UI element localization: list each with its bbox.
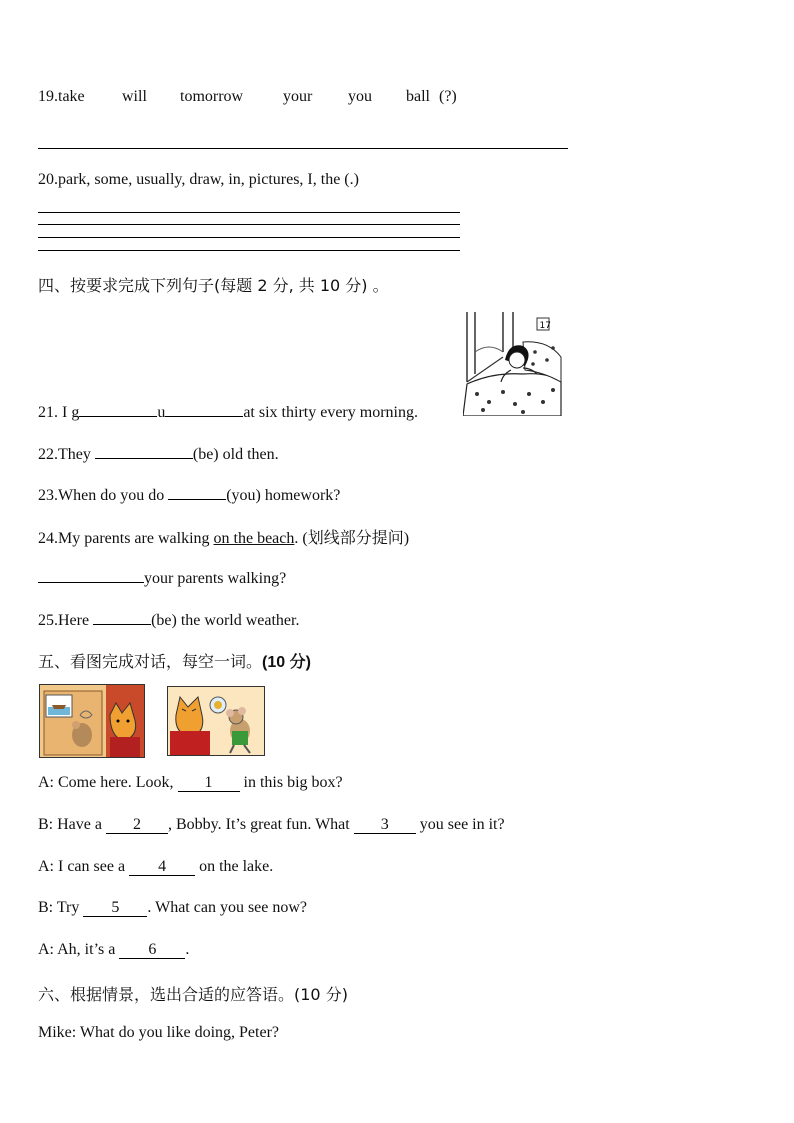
q19-word: your — [283, 88, 313, 105]
dialog-text: in this big box? — [239, 774, 343, 791]
answer-blank[interactable] — [354, 817, 416, 834]
dialog-text: B: Have a — [38, 816, 106, 833]
blank-number: 4 — [158, 858, 167, 875]
q25-line — [38, 608, 299, 630]
q19-number: 19. — [38, 88, 58, 105]
blank-number: 3 — [380, 816, 389, 833]
dialog-text: you see in it? — [415, 816, 505, 833]
mike-question: Mike: What do you like doing, Peter? — [38, 1024, 279, 1041]
q24-suffix: . (划线部分提问) — [294, 530, 410, 547]
blank-number: 2 — [132, 816, 141, 833]
q19-word: you — [348, 88, 372, 105]
q21-line — [38, 400, 418, 422]
q23-suffix: (you) homework? — [226, 487, 341, 504]
answer-blank[interactable] — [168, 483, 226, 500]
q19-line — [38, 88, 457, 106]
answer-line[interactable] — [38, 224, 460, 225]
dialog-line-1 — [38, 774, 343, 792]
svg-text:17: 17 — [539, 321, 551, 331]
q25-suffix: (be) the world weather. — [151, 612, 300, 629]
section5-score: (10 分) — [262, 654, 311, 671]
answer-blank[interactable] — [106, 817, 168, 834]
q19-punct: (?) — [439, 88, 457, 105]
answer-blank[interactable] — [93, 608, 151, 625]
dialog-text: , Bobby. It’s great fun. What — [167, 816, 354, 833]
q21-prefix: 21. I g — [38, 404, 80, 421]
q24-prefix: 24.My parents are walking — [38, 530, 214, 547]
answer-line[interactable] — [38, 148, 568, 149]
q24-underlined: on the beach — [213, 530, 295, 547]
q19-word: will — [122, 88, 147, 105]
blank-number: 6 — [148, 941, 157, 958]
q23-line — [38, 483, 340, 505]
section5-title — [38, 649, 311, 672]
dialog-text: on the lake. — [195, 858, 274, 875]
section4-title: 四、按要求完成下列句子(每题 2 分, 共 10 分) 。 — [38, 276, 389, 295]
blank-number: 1 — [204, 774, 213, 791]
dialog-text: . What can you see now? — [147, 899, 308, 916]
blank-number: 5 — [111, 899, 120, 916]
dialog-text: . — [185, 941, 190, 958]
tiger-mouse-picture — [167, 686, 265, 756]
q21-suffix: at six thirty every morning. — [243, 404, 418, 421]
answer-blank[interactable] — [38, 566, 144, 583]
section5-title-text: 五、看图完成对话，每空一词。 — [38, 652, 263, 671]
answer-blank[interactable] — [79, 400, 157, 417]
q21-mid: u — [157, 404, 166, 421]
answer-line[interactable] — [38, 212, 460, 213]
section6-title: 六、根据情景，选出合适的应答语。(10 分) — [38, 985, 348, 1004]
answer-line[interactable] — [38, 250, 460, 251]
dialog-text: B: Try — [38, 899, 84, 916]
answer-blank[interactable] — [95, 442, 193, 459]
q22-prefix: 22.They — [38, 446, 95, 463]
girl-waking-picture — [463, 312, 563, 416]
answer-blank[interactable] — [119, 942, 185, 959]
q19-word: tomorrow — [180, 88, 244, 105]
dialog-line-5 — [38, 941, 189, 959]
answer-blank[interactable] — [165, 400, 243, 417]
dialog-text: A: I can see a — [38, 858, 130, 875]
dialog-text: A: Ah, it’s a — [38, 941, 120, 958]
q23-prefix: 23.When do you do — [38, 487, 169, 504]
q19-word: take — [58, 88, 85, 105]
q22-suffix: (be) old then. — [192, 446, 279, 463]
q20-line: 20.park, some, usually, draw, in, pictures, I, the (.) — [38, 171, 359, 188]
dialog-line-4 — [38, 899, 307, 917]
answer-blank[interactable] — [178, 775, 240, 792]
dialog-line-2 — [38, 816, 505, 834]
q19-word: ball — [406, 88, 430, 105]
dialog-line-3 — [38, 858, 273, 876]
q24-line — [38, 525, 409, 548]
q24b-line — [38, 566, 286, 588]
q22-line — [38, 442, 279, 464]
q25-prefix: 25.Here — [38, 612, 94, 629]
answer-blank[interactable] — [129, 859, 195, 876]
q24b-suffix: your parents walking? — [144, 570, 287, 587]
answer-blank[interactable] — [83, 900, 147, 917]
cat-mouse-box-picture — [39, 684, 145, 758]
dialog-text: A: Come here. Look, — [38, 774, 178, 791]
answer-line[interactable] — [38, 237, 460, 238]
